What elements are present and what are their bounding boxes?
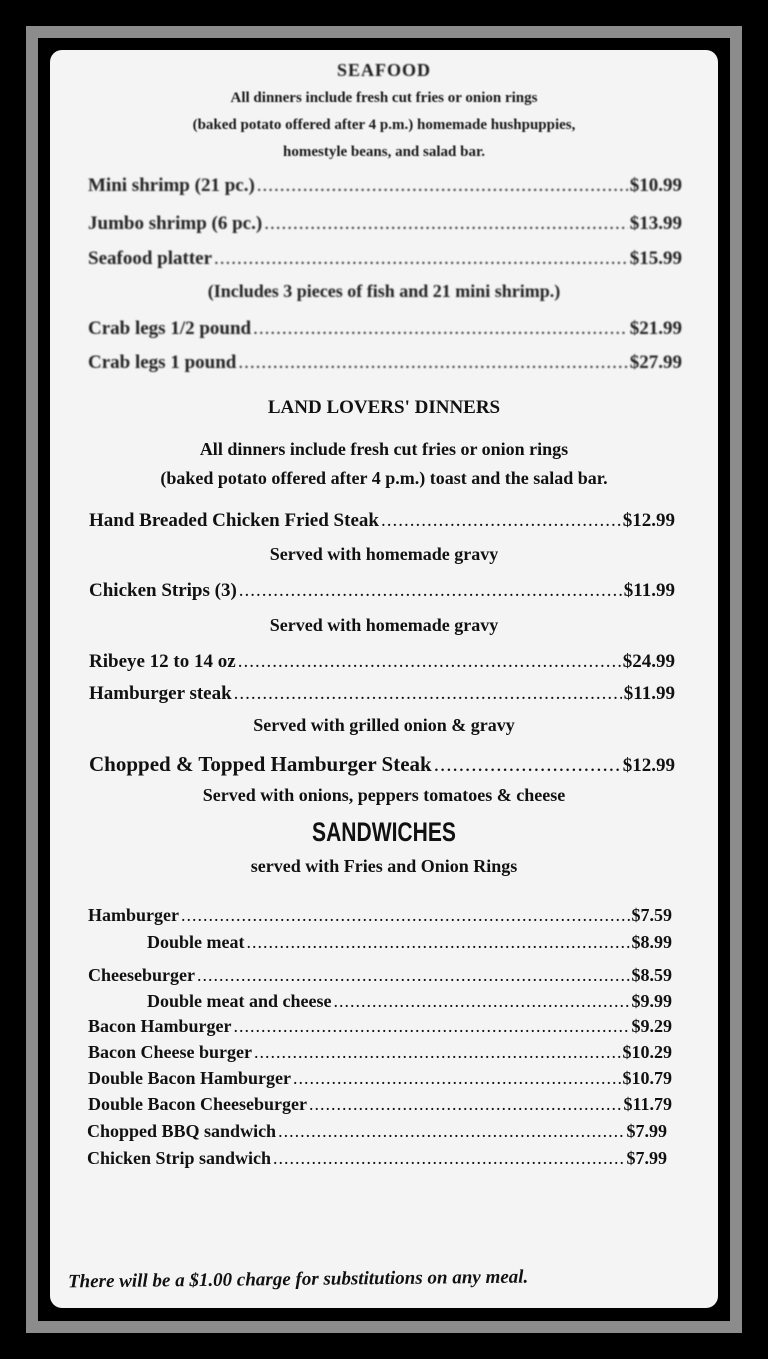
item-price: $10.29 (622, 1042, 672, 1062)
item-price: $12.99 (622, 755, 675, 776)
item-price: $12.99 (622, 510, 675, 531)
dot-leader (309, 1094, 621, 1115)
item-price: $10.99 (629, 175, 682, 196)
seafood-note-line-1: All dinners include fresh cut fries or onion rings (230, 90, 538, 106)
menu-item-row (89, 510, 675, 532)
item-name: Chicken Strips (3) (89, 580, 237, 601)
item-price: $21.99 (629, 318, 682, 339)
menu-item-row (88, 213, 682, 235)
dot-leader (264, 213, 628, 235)
item-price: $8.59 (631, 965, 672, 985)
item-price: $7.59 (631, 905, 672, 925)
dot-leader (278, 1121, 624, 1142)
item-name: Chopped BBQ sandwich (87, 1121, 277, 1141)
served-note: Served with grilled onion & gravy (253, 715, 515, 735)
item-name: Ribeye 12 to 14 oz (89, 651, 236, 672)
menu-item-row (88, 965, 672, 986)
dot-leader (234, 683, 622, 705)
seafood-note-line-3: homestyle beans, and salad bar. (283, 144, 485, 160)
item-price: $7.99 (626, 1121, 667, 1141)
dot-leader (238, 352, 627, 374)
dot-leader (247, 932, 630, 953)
land-note-line-1: All dinners include fresh cut fries or onion rings (199, 439, 569, 459)
item-price: $27.99 (629, 352, 682, 373)
menu-item-row (88, 1094, 672, 1115)
land-note-line-2: (baked potato offered after 4 p.m.) toast and the salad bar. (160, 468, 608, 488)
item-price: $11.99 (623, 580, 675, 601)
item-price: $11.99 (623, 683, 675, 704)
item-price: $11.79 (623, 1094, 672, 1114)
sandwiches-subtitle: served with Fries and Onion Rings (250, 856, 518, 876)
dot-leader (253, 318, 628, 340)
dot-leader (197, 965, 630, 986)
land-heading: LAND LOVERS' DINNERS (267, 397, 501, 418)
menu-item-row (88, 175, 682, 197)
menu-item-row (87, 1148, 667, 1169)
menu-item-row (88, 1016, 672, 1037)
item-price: $10.79 (622, 1068, 672, 1088)
item-name: Bacon Hamburger (88, 1016, 232, 1036)
menu-item-row (88, 352, 682, 374)
item-price: $15.99 (629, 248, 682, 269)
item-name: Double meat (147, 932, 245, 952)
item-name: Mini shrimp (21 pc.) (88, 175, 255, 196)
item-name: Chopped & Topped Hamburger Steak (89, 752, 432, 776)
dot-leader (238, 651, 621, 673)
menu-item-row (147, 932, 672, 953)
dot-leader (434, 752, 621, 777)
item-name: Hand Breaded Chicken Fried Steak (89, 510, 379, 531)
item-name: Chicken Strip sandwich (87, 1148, 272, 1168)
item-name: Bacon Cheese burger (88, 1042, 252, 1062)
dot-leader (273, 1148, 624, 1169)
seafood-note-line-2: (baked potato offered after 4 p.m.) homemade hushpuppies, (192, 117, 576, 133)
dot-leader (234, 1016, 630, 1037)
item-name: Crab legs 1 pound (88, 352, 237, 373)
item-price: $13.99 (629, 213, 682, 234)
menu-item-row (89, 651, 675, 673)
dot-leader (181, 905, 630, 926)
menu-item-row (89, 580, 675, 602)
menu-item-row (88, 1068, 672, 1089)
item-price: $7.99 (626, 1148, 667, 1168)
menu-item-row (89, 683, 675, 705)
dot-leader (381, 510, 621, 532)
platter-note: (Includes 3 pieces of fish and 21 mini shrimp.) (207, 281, 561, 301)
item-price: $9.99 (631, 991, 672, 1011)
served-note: Served with homemade gravy (269, 615, 499, 635)
dot-leader (214, 248, 628, 270)
item-price: $9.29 (631, 1016, 672, 1036)
substitution-footer: There will be a $1.00 charge for substitutions on any meal. (67, 1266, 529, 1293)
dot-leader (239, 580, 622, 602)
menu-item-row (88, 318, 682, 340)
item-name: Seafood platter (88, 248, 213, 269)
item-name: Double meat and cheese (147, 991, 332, 1011)
seafood-heading: SEAFOOD (336, 60, 431, 80)
item-name: Double Bacon Cheeseburger (88, 1094, 307, 1114)
dot-leader (333, 991, 629, 1012)
sandwiches-heading: SANDWICHES (312, 817, 456, 847)
item-price: $8.99 (631, 932, 672, 952)
dot-leader (293, 1068, 620, 1089)
item-name: Jumbo shrimp (6 pc.) (88, 213, 263, 234)
item-price: $24.99 (622, 651, 675, 672)
item-name: Crab legs 1/2 pound (88, 318, 252, 339)
menu-page (50, 50, 718, 1308)
served-note: Served with onions, peppers tomatoes & cheese (202, 785, 566, 805)
menu-item-row (89, 752, 675, 777)
item-name: Hamburger (88, 905, 179, 925)
dot-leader (254, 1042, 621, 1063)
item-name: Double Bacon Hamburger (88, 1068, 292, 1088)
menu-item-row (147, 991, 672, 1012)
item-name: Cheeseburger (88, 965, 195, 985)
menu-item-row (87, 1121, 667, 1142)
menu-item-row (88, 905, 672, 926)
menu-item-row (88, 1042, 672, 1063)
dot-leader (257, 175, 628, 197)
menu-item-row (88, 248, 682, 270)
served-note: Served with homemade gravy (269, 544, 499, 564)
item-name: Hamburger steak (89, 683, 232, 704)
